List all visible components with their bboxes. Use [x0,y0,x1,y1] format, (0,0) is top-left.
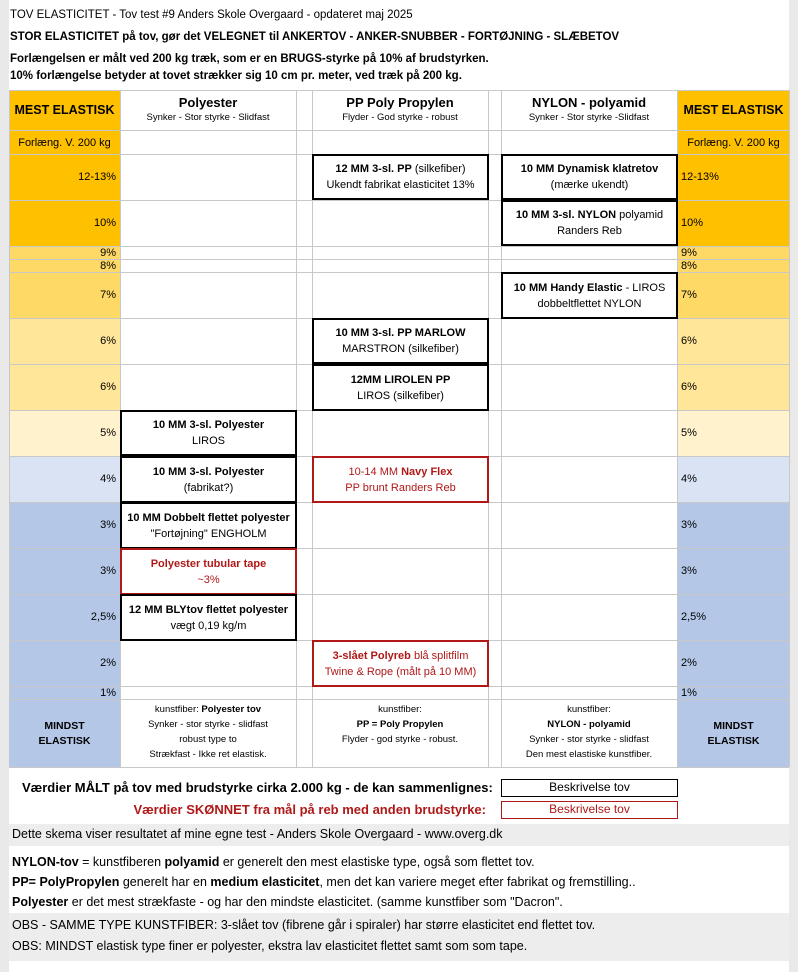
sheet-subtitle: STOR ELASTICITET på tov, gør det VELEGNET til ANKERTOV - ANKER-SNUBBER - FORTØJNING - SLÆBETOV [10,31,620,43]
row-label-left: 3% [100,565,116,577]
nylon-header [501,90,677,130]
entry-polyester-liros: 10 MM 3-sl. Polyester LIROS [120,410,297,456]
row-label-left: 2,5% [90,611,116,623]
entry-polyester-fabrikat: 10 MM 3-sl. Polyester (fabrikat?) [120,456,297,503]
row-label-left: 4% [100,473,116,485]
legend-estimated: Værdier SKØNNET fra mål på reb med anden brudstyrke: [133,802,486,817]
row-label-left: 10% [93,217,116,229]
legend-box-estimated: Beskrivelse tov [501,801,678,819]
right-subheader: Forlæng. V. 200 kg [678,131,789,154]
note-polyester: Polyester er det mest strækfaste - og har den mindste elasticitet. (samme kunstfiber som "Dacron". [12,895,563,909]
row-label-right: 4% [681,473,697,485]
legend-box-measured: Beskrivelse tov [501,779,678,797]
left-header: MEST ELASTISK [9,90,120,130]
obs-line-1: OBS - SAMME TYPE KUNSTFIBER: 3-slået tov (fibrene går i spiraler) har større elasticitet end flettet tov. [12,918,596,932]
row-label-right: 1% [681,686,697,699]
nylon-title: NYLON - polyamid [531,95,647,110]
entry-pp-lirolen: 12MM LIROLEN PP LIROS (silkefiber) [312,364,489,411]
pp-sub: Flyder - God styrke - robust [342,112,458,123]
row-label-left: 3% [100,519,116,531]
entry-nylon-klatretov: 10 MM Dynamisk klatretov (mærke ukendt) [501,154,678,200]
row-label-left: 7% [100,289,116,301]
row-label-right: 5% [681,427,697,439]
row-label-right: 6% [681,381,697,393]
pp-header [312,90,488,130]
row-label-right: 2,5% [681,611,707,623]
credit-line: Dette skema viser resultatet af mine egne test - Anders Skole Overgaard - www.overg.dk [12,827,503,841]
entry-polyester-tape: Polyester tubular tape ~3% [120,548,297,595]
entry-pp-12mm-silkefiber: 12 MM 3-sl. PP (silkefiber) Ukendt fabrikat elasticitet 13% [312,154,489,200]
entry-polyester-engholm: 10 MM Dobbelt flettet polyester "Fortøjning" ENGHOLM [120,502,297,549]
entry-pp-navy-flex: 10-14 MM Navy Flex PP brunt Randers Reb [312,456,489,503]
info-line-2: 10% forlængelse betyder at tovet strækker sig 10 cm pr. meter, ved træk på 200 kg. [10,70,462,82]
left-subheader: Forlæng. V. 200 kg [9,131,120,154]
row-label-left: 6% [100,381,116,393]
right-header: MEST ELASTISK [678,90,789,130]
row-label-right: 10% [681,217,704,229]
row-label-left: 2% [100,657,116,669]
row-label-left: 1% [100,686,116,699]
nylon-sub: Synker - Stor styrke -Slidfast [528,112,650,123]
note-nylon: NYLON-tov = kunstfiberen polyamid er generelt den mest elastiske type, også som flettet tov. [12,855,535,869]
pp-footer: kunstfiber: PP = Poly Propylen Flyder - god styrke - robust. [341,704,459,745]
entry-nylon-randers: 10 MM 3-sl. NYLON polyamid Randers Reb [501,200,678,246]
row-label-right: 3% [681,565,697,577]
pp-title: PP Poly Propylen [346,95,454,110]
row-label-right: 3% [681,519,697,531]
entry-nylon-handy-elastic: 10 MM Handy Elastic - LIROS dobbeltflettet NYLON [501,272,678,319]
row-label-left: 9% [100,246,116,259]
row-label-left: 5% [100,427,116,439]
entry-polyester-blytov: 12 MM BLYtov flettet polyester vægt 0,19 kg/m [120,594,297,641]
entry-pp-marlow: 10 MM 3-sl. PP MARLOW MARSTRON (silkefiber) [312,318,489,364]
row-label-right: 9% [681,246,697,259]
note-pp: PP= PolyPropylen generelt har en medium elasticitet, men det kan variere meget efter fabrikat og fremstilling.. [12,875,636,889]
sheet-title: TOV ELASTICITET - Tov test #9 Anders Skole Overgaard - opdateret maj 2025 [10,9,413,21]
row-label-right: 6% [681,335,697,347]
polyester-footer: kunstfiber: Polyester tov Synker - stor styrke - slidfast robust type to Strækfast - Ikke ret elastisk. [148,704,268,760]
polyester-header [120,90,296,130]
entry-pp-polyreb: 3-slået Polyreb blå splitfilm Twine & Rope (målt på 10 MM) [312,640,489,687]
row-label-left: 6% [100,335,116,347]
polyester-sub: Synker - Stor styrke - Slidfast [146,112,270,123]
row-label-right: 7% [681,289,697,301]
right-footer: MINDST ELASTISK [678,700,789,767]
notes-block [12,852,636,912]
row-label-right: 8% [681,259,697,272]
row-label-left: 12-13% [78,171,116,183]
info-line-1: Forlængelsen er målt ved 200 kg træk, som er en BRUGS-styrke på 10% af brudstyrken. [10,53,489,65]
polyester-title: Polyester [178,95,238,110]
legend-measured: Værdier MÅLT på tov med brudstyrke cirka 2.000 kg - de kan sammenlignes: [22,780,493,795]
nylon-footer: kunstfiber: NYLON - polyamid Synker - stor styrke - slidfast Den mest elastiske kunstfiber. [525,704,653,760]
row-label-left: 8% [100,259,116,272]
row-label-right: 2% [681,657,697,669]
row-label-right: 12-13% [681,171,719,183]
obs-line-2: OBS: MINDST elastisk type finer er polyester, ekstra lav elasticitet flettet samt som som tape. [12,939,528,953]
left-footer: MINDST ELASTISK [9,700,120,767]
